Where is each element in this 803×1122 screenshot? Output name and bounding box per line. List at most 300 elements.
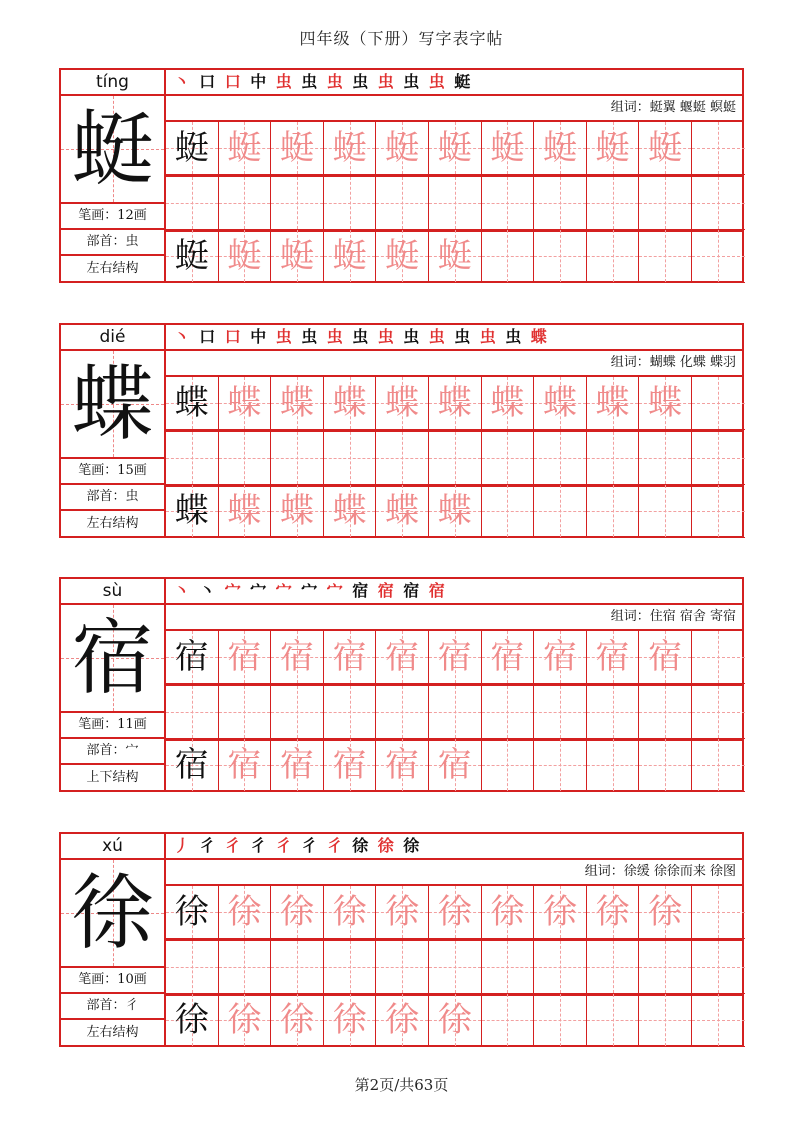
practice-cell[interactable] — [166, 994, 219, 1047]
stroke-step: 宿 — [352, 581, 369, 600]
practice-cell[interactable] — [692, 122, 745, 175]
practice-cell[interactable] — [324, 739, 377, 792]
stroke-step: 口 — [199, 72, 216, 91]
practice-cell[interactable] — [534, 177, 587, 230]
model-character-box — [61, 605, 164, 713]
trace-character: 蝶 — [332, 491, 367, 531]
stroke-order — [166, 325, 742, 351]
guide-line — [455, 432, 456, 484]
practice-grid — [166, 122, 742, 281]
practice-cell[interactable] — [692, 377, 745, 430]
practice-cell[interactable] — [376, 886, 429, 939]
trace-character: 徐 — [279, 1000, 314, 1040]
practice-cell[interactable] — [166, 631, 219, 684]
practice-cell[interactable] — [376, 941, 429, 994]
practice-cell[interactable] — [166, 886, 219, 939]
guide-line — [350, 941, 351, 993]
practice-cell[interactable] — [534, 485, 587, 538]
practice-cell[interactable] — [429, 994, 482, 1047]
practice-cell[interactable] — [639, 686, 692, 739]
stroke-order — [166, 579, 742, 605]
practice-cell[interactable] — [587, 631, 640, 684]
trace-character: 宿 — [227, 637, 262, 677]
practice-cell[interactable] — [376, 122, 429, 175]
guide-line — [297, 432, 298, 484]
trace-character: 蜓 — [490, 128, 525, 168]
practice-cell[interactable] — [429, 631, 482, 684]
practice-cell[interactable] — [429, 485, 482, 538]
practice-cell[interactable] — [219, 230, 272, 283]
practice-cell[interactable] — [534, 432, 587, 485]
trace-character: 徐 — [332, 1000, 367, 1040]
trace-character: 宿 — [227, 745, 262, 785]
stroke-step: 彳 — [224, 836, 241, 855]
practice-cell[interactable] — [639, 631, 692, 684]
stroke-order — [166, 834, 742, 860]
trace-character: 蝶 — [332, 383, 367, 423]
stroke-count: 笔画：12画 — [61, 204, 164, 230]
practice-cell[interactable] — [429, 886, 482, 939]
practice-row — [166, 994, 742, 1047]
trace-character: 徐 — [385, 892, 420, 932]
practice-cell[interactable] — [271, 485, 324, 538]
practice-cell[interactable] — [639, 230, 692, 283]
guide-line — [718, 739, 719, 791]
guide-line — [244, 686, 245, 738]
model-character: 蜓 — [174, 128, 209, 168]
guide-line — [192, 177, 193, 229]
pinyin: xú — [61, 834, 164, 860]
trace-character: 蝶 — [595, 383, 630, 423]
character-block — [59, 68, 744, 283]
practice-cell[interactable] — [587, 994, 640, 1047]
practice-cell[interactable] — [534, 377, 587, 430]
guide-line — [507, 686, 508, 738]
practice-row — [166, 432, 742, 487]
model-character: 蝶 — [174, 491, 209, 531]
trace-character: 蜓 — [227, 236, 262, 276]
practice-row — [166, 686, 742, 741]
character-info-panel — [61, 70, 166, 281]
practice-cell[interactable] — [324, 631, 377, 684]
practice-cell[interactable] — [587, 886, 640, 939]
practice-cell[interactable] — [376, 432, 429, 485]
practice-cell[interactable] — [639, 377, 692, 430]
stroke-step: 彳 — [301, 836, 318, 855]
stroke-step: 虫 — [505, 327, 522, 346]
practice-cell[interactable] — [376, 230, 429, 283]
practice-cell[interactable] — [534, 122, 587, 175]
practice-cell[interactable] — [482, 686, 535, 739]
practice-cell[interactable] — [534, 739, 587, 792]
guide-line — [297, 686, 298, 738]
radical: 部首：彳 — [61, 994, 164, 1020]
trace-character: 蝶 — [648, 383, 683, 423]
guide-line — [718, 485, 719, 537]
guide-line — [560, 432, 561, 484]
guide-line — [718, 230, 719, 282]
practice-cell[interactable] — [534, 686, 587, 739]
practice-cell[interactable] — [219, 631, 272, 684]
guide-line — [718, 886, 719, 938]
guide-line — [665, 941, 666, 993]
trace-character: 宿 — [332, 745, 367, 785]
trace-character: 徐 — [490, 892, 525, 932]
practice-cell[interactable] — [587, 686, 640, 739]
stroke-step: 宀 — [275, 581, 292, 600]
practice-cell[interactable] — [324, 994, 377, 1047]
guide-line — [613, 941, 614, 993]
guide-line — [402, 432, 403, 484]
practice-cell[interactable] — [376, 994, 429, 1047]
practice-cell[interactable] — [324, 686, 377, 739]
practice-cell[interactable] — [166, 432, 219, 485]
practice-cell[interactable] — [482, 994, 535, 1047]
practice-cell[interactable] — [219, 686, 272, 739]
stroke-step: 虫 — [352, 327, 369, 346]
trace-character: 蝶 — [385, 383, 420, 423]
word-examples: 组词：住宿 宿舍 寄宿 — [166, 605, 742, 631]
character-block — [59, 577, 744, 792]
trace-character: 徐 — [648, 892, 683, 932]
trace-character: 徐 — [332, 892, 367, 932]
practice-cell[interactable] — [429, 686, 482, 739]
guide-line — [718, 994, 719, 1046]
pinyin: tíng — [61, 70, 164, 96]
stroke-step: 虫 — [275, 327, 292, 346]
stroke-step: 宿 — [403, 581, 420, 600]
practice-cell[interactable] — [376, 485, 429, 538]
trace-character: 徐 — [385, 1000, 420, 1040]
model-character: 徐 — [174, 1000, 209, 1040]
practice-cell[interactable] — [324, 941, 377, 994]
guide-line — [350, 686, 351, 738]
practice-cell[interactable] — [639, 122, 692, 175]
guide-line — [192, 941, 193, 993]
guide-line — [560, 230, 561, 282]
practice-cell[interactable] — [587, 432, 640, 485]
practice-cell[interactable] — [271, 994, 324, 1047]
practice-cell[interactable] — [324, 122, 377, 175]
stroke-step: 口 — [199, 327, 216, 346]
practice-cell[interactable] — [639, 886, 692, 939]
practice-cell[interactable] — [166, 941, 219, 994]
stroke-step: 蜓 — [454, 72, 471, 91]
practice-cell[interactable] — [639, 739, 692, 792]
guide-line — [560, 485, 561, 537]
trace-character: 宿 — [437, 637, 472, 677]
guide-line — [507, 994, 508, 1046]
pinyin: dié — [61, 325, 164, 351]
guide-line — [297, 177, 298, 229]
trace-character: 蝶 — [437, 383, 472, 423]
trace-character: 宿 — [332, 637, 367, 677]
stroke-step: 虫 — [428, 72, 445, 91]
practice-cell[interactable] — [271, 377, 324, 430]
practice-cell[interactable] — [482, 377, 535, 430]
practice-cell[interactable] — [271, 122, 324, 175]
trace-character: 徐 — [595, 892, 630, 932]
stroke-count: 笔画：11画 — [61, 713, 164, 739]
practice-cell[interactable] — [639, 432, 692, 485]
guide-line — [507, 739, 508, 791]
practice-cell[interactable] — [324, 230, 377, 283]
practice-cell[interactable] — [376, 631, 429, 684]
practice-row — [166, 631, 742, 686]
trace-character: 徐 — [542, 892, 577, 932]
practice-cell[interactable] — [376, 177, 429, 230]
model-character: 宿 — [71, 611, 154, 706]
practice-cell[interactable] — [639, 994, 692, 1047]
practice-cell[interactable] — [692, 886, 745, 939]
guide-line — [613, 485, 614, 537]
guide-line — [560, 177, 561, 229]
trace-character: 蜓 — [279, 128, 314, 168]
practice-cell[interactable] — [271, 177, 324, 230]
stroke-step: 蝶 — [530, 327, 547, 346]
practice-cell[interactable] — [219, 177, 272, 230]
practice-cell[interactable] — [429, 432, 482, 485]
radical: 部首：宀 — [61, 739, 164, 765]
practice-cell[interactable] — [429, 377, 482, 430]
structure: 上下结构 — [86, 770, 139, 785]
practice-cell[interactable] — [482, 485, 535, 538]
stroke-step: 徐 — [352, 836, 369, 855]
guide-line — [350, 177, 351, 229]
stroke-step: 宿 — [377, 581, 394, 600]
stroke-step: 丶 — [173, 327, 190, 346]
stroke-step: 虫 — [326, 72, 343, 91]
trace-character: 蜓 — [385, 236, 420, 276]
stroke-step: 虫 — [326, 327, 343, 346]
practice-cell[interactable] — [692, 739, 745, 792]
practice-cell[interactable] — [692, 177, 745, 230]
practice-cell[interactable] — [692, 432, 745, 485]
practice-cell[interactable] — [166, 377, 219, 430]
practice-cell[interactable] — [534, 886, 587, 939]
practice-cell[interactable] — [429, 177, 482, 230]
practice-cell[interactable] — [692, 994, 745, 1047]
practice-cell[interactable] — [482, 941, 535, 994]
stroke-step: 徐 — [403, 836, 420, 855]
guide-line — [718, 177, 719, 229]
practice-cell[interactable] — [692, 686, 745, 739]
guide-line — [560, 994, 561, 1046]
trace-character: 宿 — [542, 637, 577, 677]
trace-character: 蜓 — [437, 128, 472, 168]
practice-cell[interactable] — [271, 230, 324, 283]
practice-cell[interactable] — [482, 739, 535, 792]
stroke-step: 虫 — [377, 72, 394, 91]
practice-cell[interactable] — [271, 631, 324, 684]
practice-cell[interactable] — [482, 122, 535, 175]
trace-character: 蜓 — [595, 128, 630, 168]
guide-line — [350, 432, 351, 484]
practice-cell[interactable] — [219, 122, 272, 175]
guide-line — [718, 631, 719, 683]
practice-cell[interactable] — [429, 941, 482, 994]
practice-cell[interactable] — [534, 631, 587, 684]
stroke-step: 虫 — [428, 327, 445, 346]
word-examples: 组词：蝴蝶 化蝶 蝶羽 — [166, 351, 742, 377]
stroke-step: 虫 — [403, 327, 420, 346]
stroke-step: 虫 — [454, 327, 471, 346]
practice-cell[interactable] — [587, 485, 640, 538]
practice-cell[interactable] — [482, 432, 535, 485]
practice-cell[interactable] — [219, 739, 272, 792]
stroke-step: 虫 — [352, 72, 369, 91]
model-character: 蜓 — [71, 102, 154, 197]
trace-character: 徐 — [227, 1000, 262, 1040]
practice-cell[interactable] — [692, 485, 745, 538]
practice-cell[interactable] — [324, 177, 377, 230]
practice-row — [166, 941, 742, 996]
character-info-panel — [61, 325, 166, 536]
practice-cell[interactable] — [271, 941, 324, 994]
practice-cell[interactable] — [429, 739, 482, 792]
stroke-count: 笔画：15画 — [61, 459, 164, 485]
trace-character: 蜓 — [385, 128, 420, 168]
practice-cell[interactable] — [587, 230, 640, 283]
guide-line — [507, 177, 508, 229]
stroke-step: 彳 — [326, 836, 343, 855]
practice-cell[interactable] — [219, 941, 272, 994]
trace-character: 徐 — [227, 892, 262, 932]
guide-line — [455, 686, 456, 738]
model-character: 蝶 — [174, 383, 209, 423]
trace-character: 蜓 — [332, 128, 367, 168]
practice-cell[interactable] — [692, 941, 745, 994]
stroke-order — [166, 70, 742, 96]
practice-cell[interactable] — [534, 994, 587, 1047]
practice-cell[interactable] — [219, 994, 272, 1047]
practice-row — [166, 230, 742, 283]
practice-cell[interactable] — [429, 230, 482, 283]
stroke-step: 宀 — [326, 581, 343, 600]
trace-character: 徐 — [437, 892, 472, 932]
trace-character: 宿 — [279, 637, 314, 677]
practice-cell[interactable] — [482, 177, 535, 230]
practice-cell[interactable] — [639, 177, 692, 230]
character-info-panel — [61, 579, 166, 790]
model-character-box — [61, 96, 164, 204]
practice-grid — [166, 631, 742, 790]
practice-cell[interactable] — [166, 686, 219, 739]
trace-character: 蝶 — [437, 491, 472, 531]
practice-cell[interactable] — [482, 886, 535, 939]
practice-cell[interactable] — [219, 886, 272, 939]
practice-cell[interactable] — [587, 739, 640, 792]
stroke-step: 口 — [224, 72, 241, 91]
guide-line — [718, 432, 719, 484]
practice-cell[interactable] — [376, 377, 429, 430]
trace-character: 宿 — [595, 637, 630, 677]
practice-cell[interactable] — [534, 941, 587, 994]
practice-cell[interactable] — [271, 739, 324, 792]
trace-character: 蜓 — [437, 236, 472, 276]
stroke-step: 中 — [250, 327, 267, 346]
practice-cell[interactable] — [166, 177, 219, 230]
character-info-panel — [61, 834, 166, 1045]
character-block — [59, 323, 744, 538]
practice-cell[interactable] — [166, 485, 219, 538]
trace-character: 蜓 — [332, 236, 367, 276]
trace-character: 蜓 — [648, 128, 683, 168]
guide-line — [718, 122, 719, 174]
practice-cell[interactable] — [692, 631, 745, 684]
practice-cell[interactable] — [639, 941, 692, 994]
stroke-step: 丶 — [199, 581, 216, 600]
practice-cell[interactable] — [639, 485, 692, 538]
practice-cell[interactable] — [219, 485, 272, 538]
pinyin: sù — [61, 579, 164, 605]
guide-line — [507, 485, 508, 537]
trace-character: 宿 — [279, 745, 314, 785]
guide-line — [244, 432, 245, 484]
practice-cell[interactable] — [219, 432, 272, 485]
practice-cell[interactable] — [692, 230, 745, 283]
practice-cell[interactable] — [166, 230, 219, 283]
practice-cell[interactable] — [482, 230, 535, 283]
stroke-step: 彳 — [199, 836, 216, 855]
practice-cell[interactable] — [271, 432, 324, 485]
practice-cell[interactable] — [587, 941, 640, 994]
practice-cell[interactable] — [587, 177, 640, 230]
practice-cell[interactable] — [482, 631, 535, 684]
guide-line — [665, 432, 666, 484]
practice-cell[interactable] — [324, 485, 377, 538]
practice-row — [166, 177, 742, 232]
guide-line — [402, 177, 403, 229]
trace-character: 蝶 — [279, 383, 314, 423]
stroke-step: 宿 — [428, 581, 445, 600]
practice-row — [166, 377, 742, 432]
guide-line — [455, 177, 456, 229]
practice-cell[interactable] — [271, 886, 324, 939]
practice-cell[interactable] — [376, 686, 429, 739]
trace-character: 蝶 — [227, 491, 262, 531]
practice-cell[interactable] — [587, 122, 640, 175]
practice-row — [166, 886, 742, 941]
practice-cell[interactable] — [166, 739, 219, 792]
model-character-box — [61, 860, 164, 968]
stroke-step: 彳 — [250, 836, 267, 855]
word-examples: 组词：蜓翼 蝘蜓 螟蜓 — [166, 96, 742, 122]
practice-cell[interactable] — [429, 122, 482, 175]
practice-row — [166, 485, 742, 538]
trace-character: 徐 — [437, 1000, 472, 1040]
guide-line — [613, 177, 614, 229]
practice-cell[interactable] — [271, 686, 324, 739]
trace-character: 蝶 — [385, 491, 420, 531]
stroke-step: 虫 — [275, 72, 292, 91]
practice-cell[interactable] — [587, 377, 640, 430]
practice-cell[interactable] — [166, 122, 219, 175]
model-character: 宿 — [174, 745, 209, 785]
practice-cell[interactable] — [376, 739, 429, 792]
radical: 部首：虫 — [61, 485, 164, 511]
practice-cell[interactable] — [324, 432, 377, 485]
practice-cell[interactable] — [219, 377, 272, 430]
guide-line — [613, 739, 614, 791]
trace-character: 宿 — [490, 637, 525, 677]
practice-cell[interactable] — [324, 377, 377, 430]
practice-cell[interactable] — [324, 886, 377, 939]
guide-line — [507, 432, 508, 484]
practice-cell[interactable] — [534, 230, 587, 283]
stroke-step: 宀 — [224, 581, 241, 600]
guide-line — [718, 686, 719, 738]
